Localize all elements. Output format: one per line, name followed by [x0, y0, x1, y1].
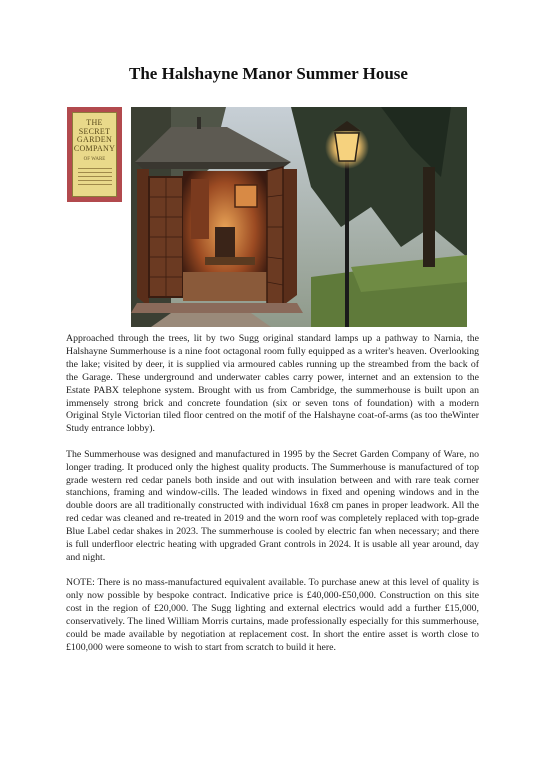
paragraph-intro: Approached through the trees, lit by two Sugg original standard lamps up a pathway to Narnia, the Halshayne Summerhouse is a nine foot octagonal room fully equipped as a writer's heaven. Overlooking the lake; visited by deer, it is supplied via armoured cables running up the streambed from the back of the Garage. These underground and underwater cables carry power, internet and an extension to the Estate PABX telephone system. Brought with us from Cambridge, the summerhouse is built upon an immensely strong brick and concrete foundation (six or seven tons of foundation) with a modern Original Style Victorian tiled floor centred on the motif of the Halshayne coat-of-arms (as too theWinter Study entrance lobby). — [66, 333, 479, 435]
plaque-name-line: COMPANY — [73, 143, 116, 153]
plaque-name-line: THE — [86, 118, 103, 127]
plaque-name-line: OF WARE — [83, 157, 106, 162]
summerhouse-photo — [131, 107, 467, 327]
page-title: The Halshayne Manor Summer House — [129, 64, 408, 83]
plaque-name-line: GARDEN — [76, 135, 113, 144]
company-plaque-image — [67, 107, 122, 202]
plaque-panel — [72, 112, 117, 197]
paragraph-note: NOTE: There is no mass-manufactured equivalent available. To purchase anew at this level of quality is only now possible by bespoke contract. Indicative price is £40,000-£50,000. Construction on this site cost in the region of £20,000. The Sugg lighting and external electrics would add a further £15,000, conservatively. The lined William Morris curtains, made professionally especially for this summerhouse, could be made available by negotiation at replacement cost. In short the entire asset is worth close to £100,000 were someone to wish to start from scratch to build it here. — [66, 577, 479, 653]
plaque-name-line: SECRET — [78, 126, 111, 136]
body-text — [66, 333, 479, 667]
paragraph-history: The Summerhouse was designed and manufactured in 1995 by the Secret Garden Company of Ware, no longer trading. It produced only the highest quality products. The Summerhouse is manufactured of top grade western red cedar panels both inside and out with insulation between and with rare teak corner stanchions, framing and window-cills. The leaded windows in fixed and opening windows and in the double doors are all traditionally constructed with individual 16x8 cm panes in proper leadwork. All the red cedar was cleaned and re-treated in 2019 and the worn roof was completely replaced with top-grade Blue Label cedar shakes in 2023. The summerhouse is cooled by electric fan when necessary; and there is full underfloor electric heating with upgraded Grant controls in 2024. It is usable all year around, day and night. — [66, 448, 479, 563]
plaque-fine-print — [78, 168, 112, 185]
